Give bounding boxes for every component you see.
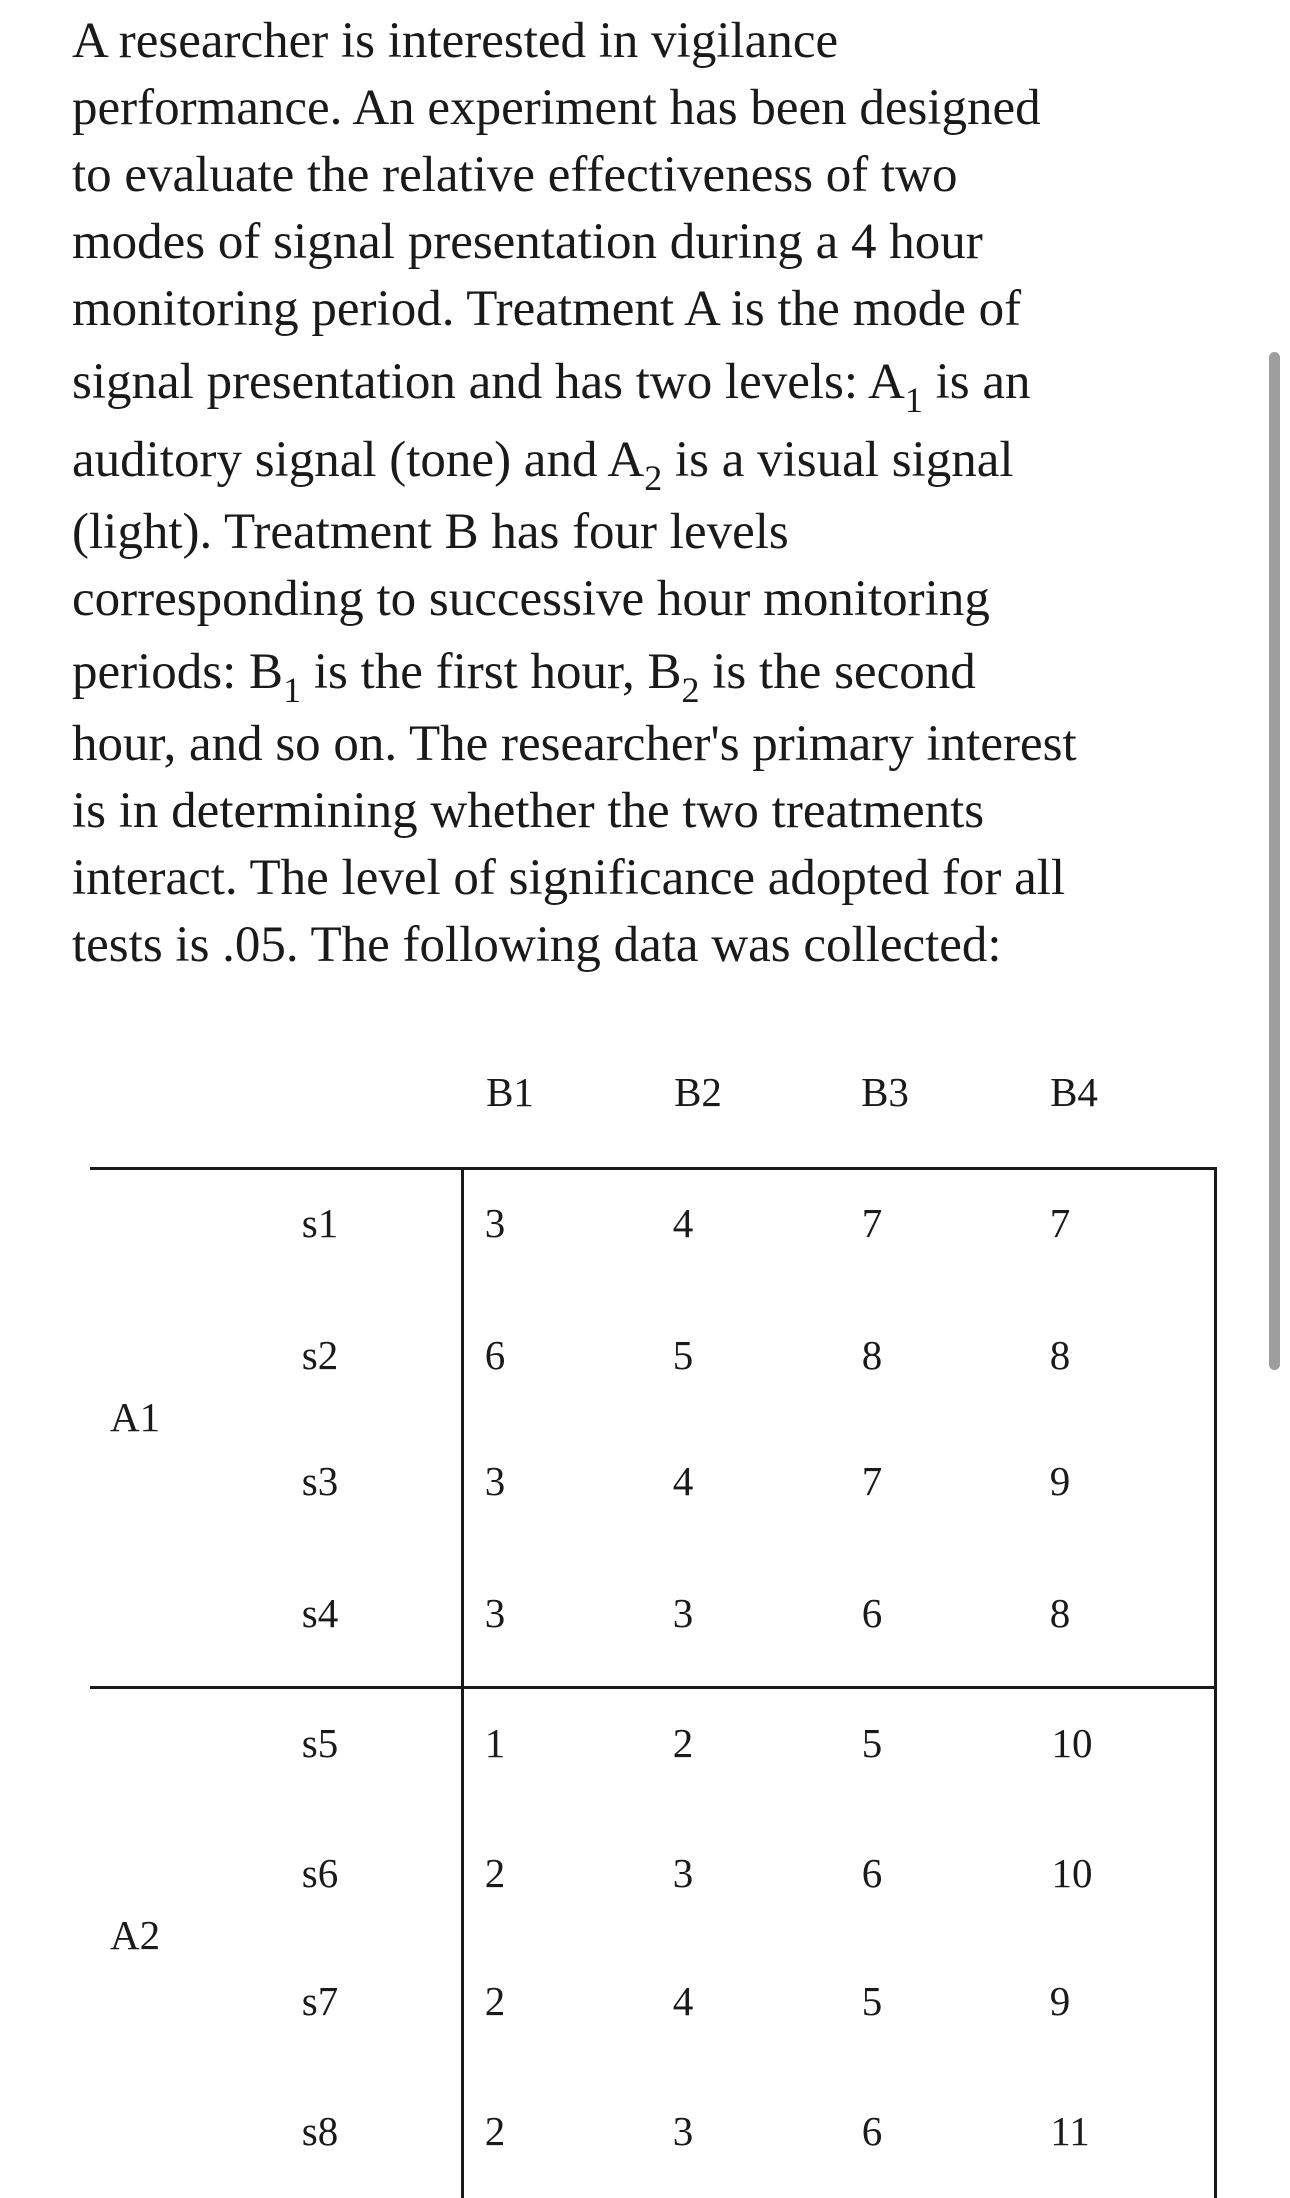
subscript: 1 (904, 380, 923, 420)
text-segment: is the first hour, B (301, 644, 682, 700)
subject-label: s5 (301, 1720, 339, 1766)
problem-line: is in determining whether the two treatments (72, 783, 985, 839)
problem-line: tests is .05. The following data was collected: (72, 917, 1002, 973)
problem-line (72, 633, 1232, 711)
column-header-b2: B2 (674, 1069, 722, 1115)
column-header-b4: B4 (1050, 1069, 1098, 1115)
table-cell: 8 (861, 1332, 883, 1378)
problem-line: performance. An experiment has been designed (72, 80, 1041, 136)
table-cell: 9 (1049, 1458, 1071, 1504)
subscript: 2 (644, 458, 663, 498)
table-cell: 3 (484, 1200, 506, 1246)
subject-label: s6 (301, 1850, 339, 1896)
group-label-a1: A1 (110, 1394, 161, 1440)
table-cell: 7 (1049, 1200, 1071, 1246)
problem-statement (72, 8, 1232, 979)
problem-line: modes of signal presentation during a 4 hour (72, 214, 983, 270)
table-cell: 3 (672, 1590, 694, 1636)
table-cell: 3 (672, 1850, 694, 1896)
text-segment: is an (922, 354, 1031, 410)
table-cell: 1 (484, 1720, 506, 1766)
table-cell: 5 (861, 1978, 883, 2024)
table-cell: 2 (484, 2108, 506, 2154)
subscript: 1 (283, 670, 302, 710)
text-segment: periods: B (72, 644, 284, 700)
table-cell: 7 (861, 1458, 883, 1504)
table-cell: 4 (672, 1978, 694, 2024)
problem-line (72, 421, 1232, 499)
subject-label: s3 (301, 1458, 339, 1504)
vertical-scrollbar[interactable] (1269, 352, 1280, 1370)
column-header-b1: B1 (486, 1069, 534, 1115)
table-cell: 4 (672, 1200, 694, 1246)
data-right-border (1214, 1167, 1217, 2198)
problem-line: monitoring period. Treatment A is the mode of (72, 281, 1022, 337)
group-label-a2: A2 (110, 1912, 161, 1958)
table-cell: 2 (484, 1850, 506, 1896)
table-cell: 7 (861, 1200, 883, 1246)
subject-label: s2 (301, 1332, 339, 1378)
table-cell: 3 (484, 1590, 506, 1636)
table-top-rule (90, 1167, 1217, 1170)
problem-line: corresponding to successive hour monitoring (72, 571, 990, 627)
table-cell: 10 (1051, 1850, 1093, 1896)
table-cell: 3 (484, 1458, 506, 1504)
table-cell: 5 (672, 1332, 694, 1378)
table-cell: 10 (1051, 1720, 1093, 1766)
group-divider-rule (90, 1686, 1217, 1689)
data-left-border (461, 1167, 464, 2198)
table-cell: 2 (672, 1720, 694, 1766)
text-segment: is the second (699, 644, 976, 700)
table-cell: 6 (861, 2108, 883, 2154)
table-cell: 11 (1050, 2108, 1090, 2154)
subscript: 2 (681, 670, 700, 710)
problem-line: hour, and so on. The researcher's primary interest (72, 716, 1077, 772)
table-cell: 3 (672, 2108, 694, 2154)
table-cell: 8 (1049, 1332, 1071, 1378)
table-cell: 9 (1049, 1978, 1071, 2024)
problem-line (72, 343, 1232, 421)
table-cell: 6 (861, 1850, 883, 1896)
text-segment: is a visual signal (662, 432, 1014, 488)
problem-line: interact. The level of significance adopted for all (72, 850, 1066, 906)
subject-label: s7 (301, 1978, 339, 2024)
subject-label: s8 (301, 2108, 339, 2154)
table-cell: 6 (861, 1590, 883, 1636)
problem-line: A researcher is interested in vigilance (72, 13, 839, 69)
column-header-b3: B3 (861, 1069, 909, 1115)
table-cell: 2 (484, 1978, 506, 2024)
table-cell: 8 (1049, 1590, 1071, 1636)
text-segment: signal presentation and has two levels: A (72, 354, 905, 410)
subject-label: s4 (301, 1590, 339, 1636)
table-cell: 6 (484, 1332, 506, 1378)
table-cell: 5 (861, 1720, 883, 1766)
subject-label: s1 (301, 1200, 339, 1246)
problem-line: to evaluate the relative effectiveness of two (72, 147, 958, 203)
table-cell: 4 (672, 1458, 694, 1504)
text-segment: auditory signal (tone) and A (72, 432, 645, 488)
problem-line: (light). Treatment B has four levels (72, 504, 789, 560)
